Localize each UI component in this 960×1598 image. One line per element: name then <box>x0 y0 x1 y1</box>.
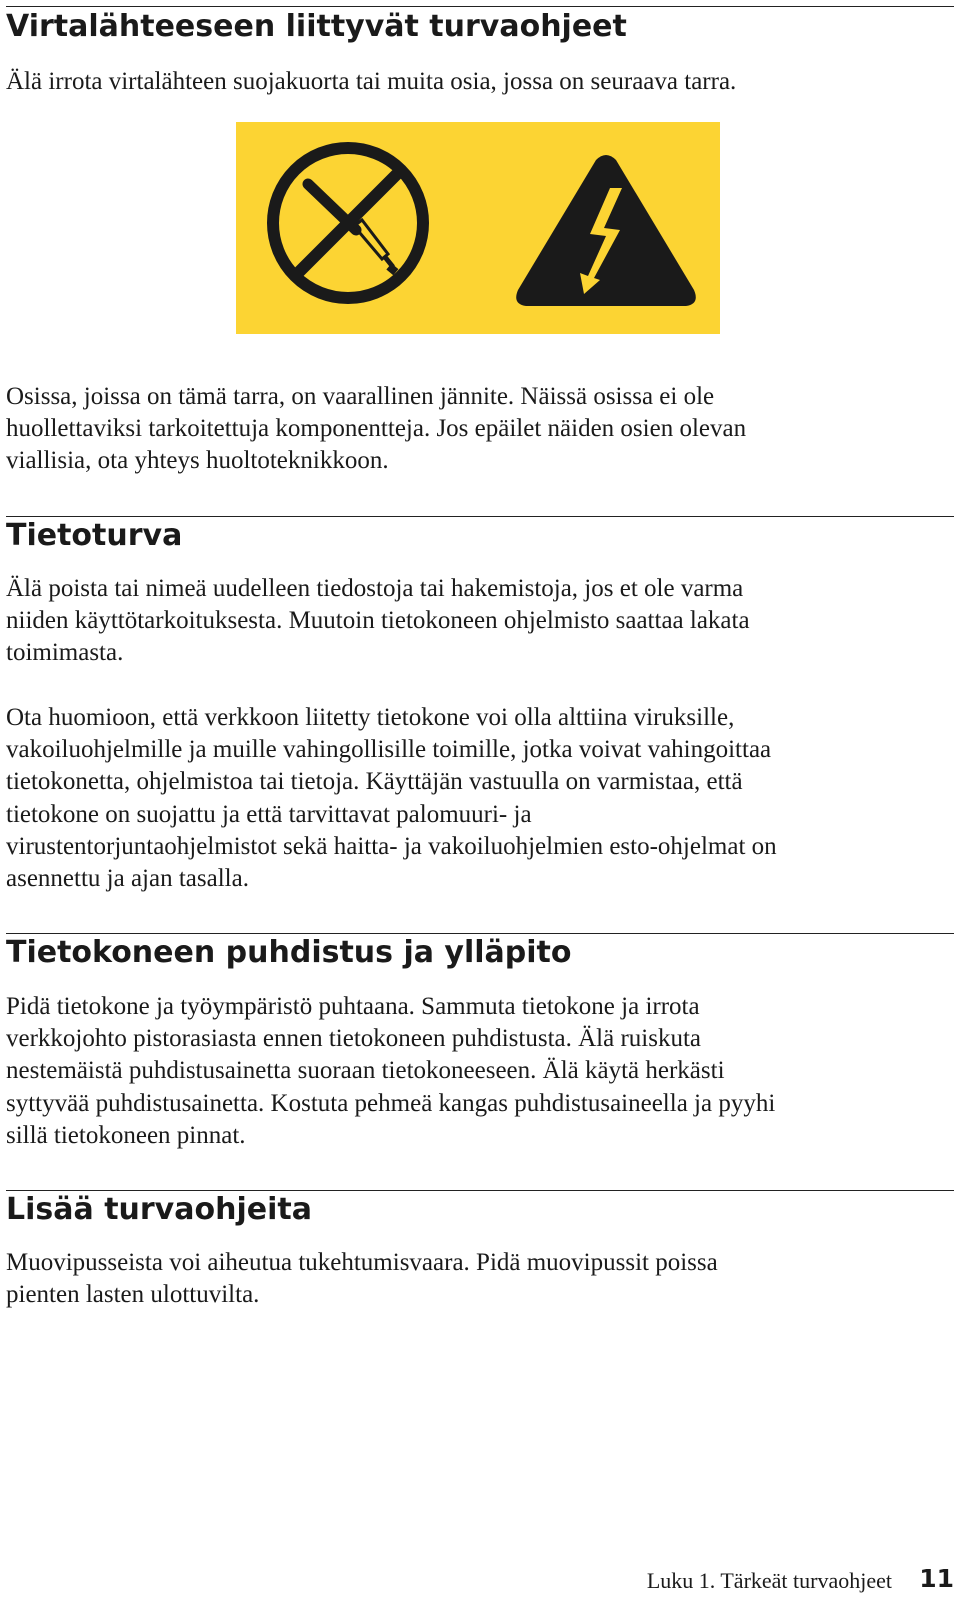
cleaning-paragraph <box>6 991 954 1152</box>
section-rule <box>6 516 954 517</box>
text-line: Älä irrota virtalähteen suojakuorta tai muita osia, jossa on seuraava tarra. <box>6 68 737 95</box>
text-line: sillä tietokoneen pinnat. <box>6 1121 246 1149</box>
section-rule <box>6 6 954 7</box>
text-line: Ota huomioon, että verkkoon liitetty tietokone voi olla alttiina viruksille, <box>6 704 735 731</box>
section-heading-more-safety: Lisää turvaohjeita <box>6 1192 312 1227</box>
text-line: vakoiluohjelmille ja muille vahingollisille toimille, jotka voivat vahingoittaa <box>6 736 772 764</box>
text-line: asennettu ja ajan tasalla. <box>6 865 249 893</box>
text-line: virustentorjuntaohjelmistot sekä haitta- ja vakoiluohjelmien esto-ohjelmat on <box>6 832 777 860</box>
text-line: tietokonetta, ohjelmistoa tai tietoja. Käyttäjän vastuulla on varmistaa, että <box>6 768 743 796</box>
section-heading-security: Tietoturva <box>6 518 183 553</box>
security-paragraph-2 <box>6 702 954 895</box>
text-line: Pidä tietokone ja työympäristö puhtaana. Sammuta tietokone ja irrota <box>6 993 700 1020</box>
text-line: Älä poista tai nimeä uudelleen tiedostoja tai hakemistoja, jos et ole varma <box>6 575 744 602</box>
text-line: verkkojohto pistorasiasta ennen tietokoneen puhdistusta. Älä ruiskuta <box>6 1025 701 1053</box>
text-line: niiden käyttötarkoituksesta. Muutoin tietokoneen ohjelmisto saattaa lakata <box>6 607 750 635</box>
section-rule <box>6 933 954 934</box>
power-warning-paragraph <box>6 381 954 478</box>
text-line: tietokone on suojattu ja että tarvittavat palomuuri- ja <box>6 800 532 828</box>
text-line: toimimasta. <box>6 639 124 667</box>
security-paragraph-1 <box>6 573 954 670</box>
section-heading-cleaning: Tietokoneen puhdistus ja ylläpito <box>6 935 572 970</box>
power-intro-paragraph <box>6 66 954 98</box>
text-line: viallisia, ota yhteys huoltoteknikkoon. <box>6 447 389 475</box>
text-line: Osissa, joissa on tämä tarra, on vaarallinen jännite. Näissä osissa ei ole <box>6 383 715 410</box>
page-number: 11 <box>919 1564 954 1593</box>
page-footer <box>0 1564 954 1596</box>
more-safety-paragraph <box>6 1247 954 1311</box>
text-line: huollettaviksi tarkoitettuja komponentteja. Jos epäilet näiden osien olevan <box>6 415 747 443</box>
section-heading-power: Virtalähteeseen liittyvät turvaohjeet <box>6 9 627 44</box>
section-rule <box>6 1190 954 1191</box>
text-line: pienten lasten ulottuvilta. <box>6 1281 260 1309</box>
text-line: nestemäistä puhdistusainetta suoraan tietokoneeseen. Älä käytä herkästi <box>6 1057 725 1085</box>
text-line: Muovipusseista voi aiheutua tukehtumisvaara. Pidä muovipussit poissa <box>6 1249 718 1276</box>
text-line: syttyvää puhdistusainetta. Kostuta pehmeä kangas puhdistusaineella ja pyyhi <box>6 1089 776 1117</box>
footer-chapter-title: Luku 1. Tärkeät turvaohjeet <box>646 1568 892 1593</box>
hazard-label <box>236 122 720 334</box>
